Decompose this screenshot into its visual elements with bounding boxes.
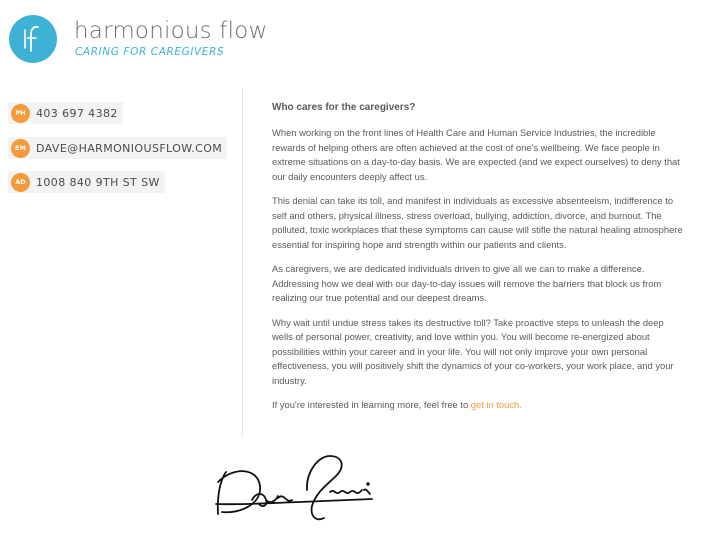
column-divider: [242, 88, 243, 438]
contact-address: [8, 171, 165, 193]
paragraph-proactive: Why wait until undue stress takes its destructive toll? Take proactive steps to unleash the deep wells of personal power, creativity, and love within you. You will become re-energized about possibilities within your career and in your life. You will not only improve your own personal effectiveness, you will positively shift the dynamics of your co-workers, your work place, and your industry.: [272, 316, 674, 386]
page-heading: Who cares for the caregivers?: [272, 102, 416, 113]
phone-badge-icon: PH: [11, 104, 30, 123]
paragraph-dedication: As caregivers, we are dedicated individuals driven to give all we can to make a difference. Addressing how we deal with our day-to-day issues will remove the barriers that block us from realizing our true potential and our deepest dreams.: [272, 263, 662, 303]
email-badge-icon: EM: [11, 139, 30, 158]
paragraph-closing: [272, 398, 687, 413]
phone-number: 403 697 4382: [36, 106, 118, 120]
logo-mark[interactable]: [9, 15, 57, 63]
paragraph-intro: When working on the front lines of Health Care and Human Service Industries, the incredible rewards of helping others are often achieved at the cost of one's wellbeing. We face people in extreme situations on a day-to-day basis. We are expected (and we expect ourselves) to deny that our daily encounters deeply affect us.: [272, 127, 680, 182]
brand-name[interactable]: harmonious flow: [74, 18, 268, 44]
email-address[interactable]: DAVE@HARMONIOUSFLOW.COM: [36, 141, 223, 155]
street-address: 1008 840 9TH ST SW: [36, 175, 160, 189]
closing-text: If you're interested in learning more, feel free to: [272, 399, 471, 410]
brand-tagline: CARING FOR CAREGIVERS: [75, 46, 225, 58]
contact-phone: [8, 102, 123, 124]
contact-email[interactable]: [8, 137, 227, 159]
logo-f-icon: [9, 15, 57, 63]
signature: [212, 452, 382, 532]
signature-icon: [212, 452, 382, 527]
address-badge-icon: AD: [11, 173, 30, 192]
paragraph-denial: This denial can take its toll, and manifest in individuals as excessive absenteeism, indifference to self and others, physical illness, stress overload, bullying, addiction, divorce, and burnout. The polluted, toxic workplaces that these symptoms can cause will stifle the natural healing atmosphere essential for inspiring hope and strength within our patients and clients.: [272, 195, 683, 250]
get-in-touch-link[interactable]: get in touch.: [470, 399, 522, 410]
main-content: [272, 102, 687, 423]
